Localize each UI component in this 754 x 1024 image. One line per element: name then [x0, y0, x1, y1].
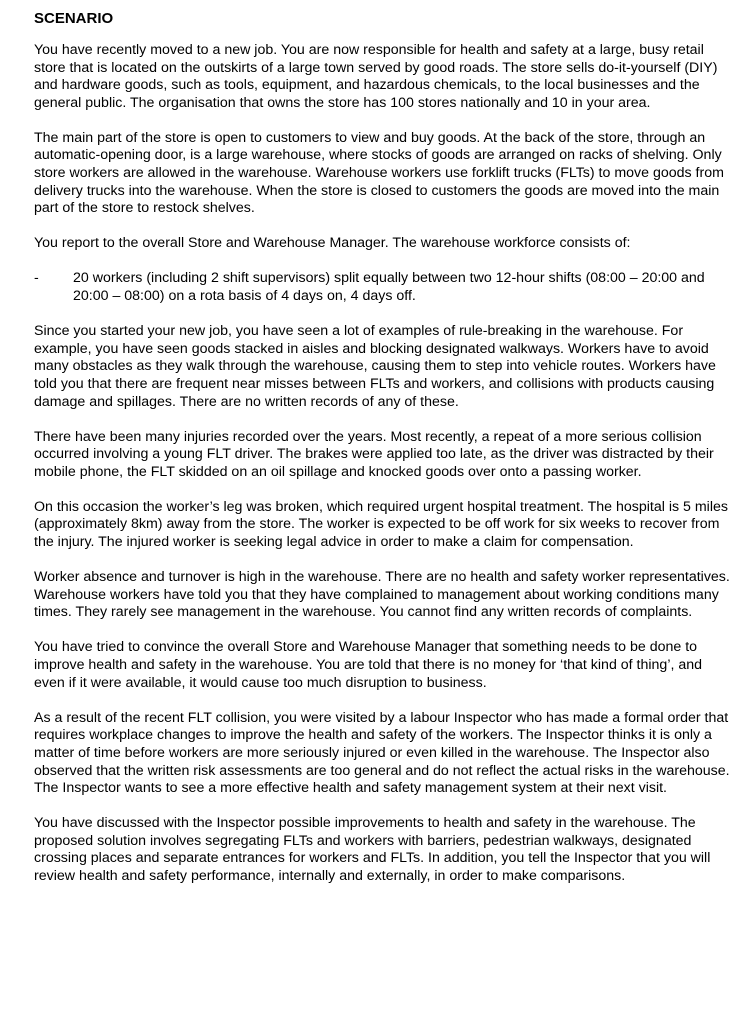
paragraph-reporting: You report to the overall Store and Warehouse Manager. The warehouse workforce consists of: [34, 235, 631, 252]
paragraph-store-layout: The main part of the store is open to customers to view and buy goods. At the back of the store, through an automatic-opening door, is a large warehouse, where stocks of goods are arranged on racks of shelving. Only store workers are allowed in the warehouse. Warehouse workers use forklift trucks (FLTs) to move goods from delivery trucks into the warehouse. When the store is closed to customers the goods are moved into the main part of the store to restock shelves. [34, 129, 724, 217]
bullet-text: 20 workers (including 2 shift supervisors) split equally between two 12-hour shifts (08:00 – 20:00 and 20:00 – 08:00) on a rota basis of 4 days on, 4 days off. [73, 270, 705, 305]
paragraph-broken-leg: On this occasion the worker’s leg was broken, which required urgent hospital treatment. The hospital is 5 miles (approximately 8km) away from the store. The worker is expected to be off work for six weeks to recover from the injury. The injured worker is seeking legal advice in order to make a claim for compensation. [34, 498, 728, 551]
paragraph-rule-breaking: Since you started your new job, you have seen a lot of examples of rule-breaking in the warehouse. For example, you have seen goods stacked in aisles and blocking designated walkways. Workers have to avoid many obstacles as they walk through the warehouse, causing them to step into vehicle routes. Workers have told you that there are frequent near misses between FLTs and workers, and collisions with products causing damage and spillages. There are no written records of any of these. [34, 323, 716, 410]
paragraph-new-job: You have recently moved to a new job. You are now responsible for health and safety at a large, busy retail store that is located on the outskirts of a large town served by good roads. The store sells do-it-yourself (DIY) and hardware goods, such as tools, equipment, and hazardous chemicals, to the local businesses and the general public. The organisation that owns the store has 100 stores nationally and 10 in your area. [34, 42, 718, 111]
paragraph-injuries: There have been many injuries recorded over the years. Most recently, a repeat of a more serious collision occurred involving a young FLT driver. The brakes were applied too late, as the driver was distracted by their mobile phone, the FLT skidded on an oil spillage and knocked goods over onto a passing worker. [34, 428, 714, 480]
workforce-bullet [34, 270, 734, 305]
bullet-dash: - [34, 270, 39, 287]
document-page [34, 10, 734, 903]
paragraph-absence: Worker absence and turnover is high in the warehouse. There are no health and safety worker representatives. Warehouse workers have told you that they have complained to management about working conditions many times. They rarely see management in the warehouse. You cannot find any written records of complaints. [34, 569, 730, 621]
paragraph-improvements: You have discussed with the Inspector possible improvements to health and safety in the warehouse. The proposed solution involves segregating FLTs and workers with barriers, pedestrian walkways, designated crossing places and separate entrances for workers and FLTs. In addition, you tell the Inspector that you will review health and safety performance, internally and externally, in order to make comparisons. [34, 815, 711, 884]
paragraph-manager: You have tried to convince the overall Store and Warehouse Manager that something needs to be done to improve health and safety in the warehouse. You are told that there is no money for ‘that kind of thing’, and even if it were available, it would cause too much disruption to business. [34, 639, 703, 691]
scenario-heading: SCENARIO [34, 10, 114, 27]
paragraph-inspector: As a result of the recent FLT collision, you were visited by a labour Inspector who has made a formal order that requires workplace changes to improve the health and safety of the workers. The Inspector thinks it is only a matter of time before workers are more seriously injured or even killed in the warehouse. The Inspector also observed that the written risk assessments are too general and do not reflect the actual risks in the warehouse. The Inspector wants to see a more effective health and safety management system at their next visit. [34, 709, 730, 797]
